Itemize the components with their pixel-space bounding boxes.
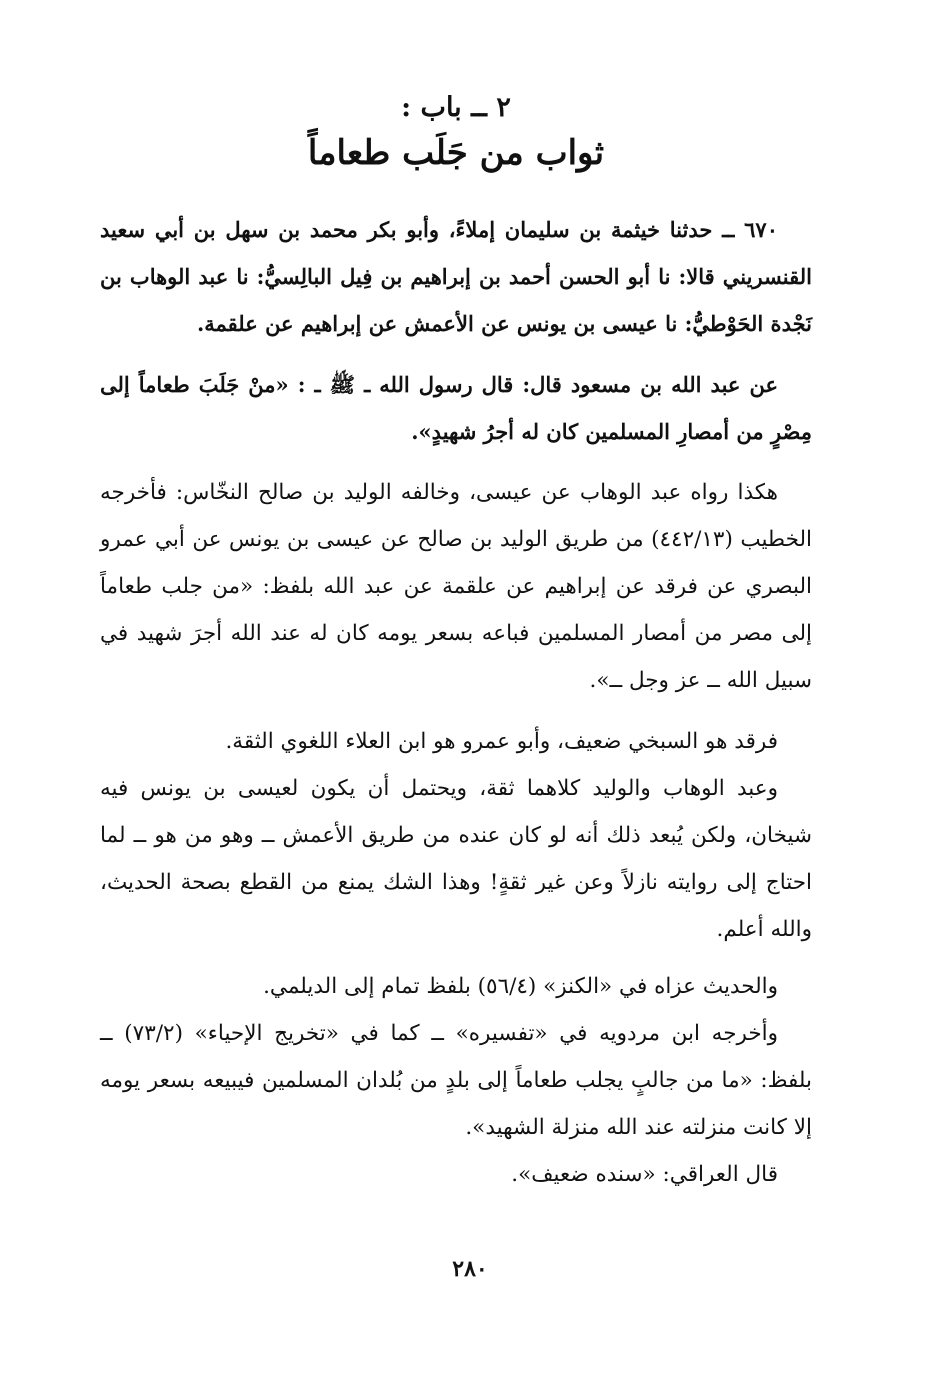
commentary-paragraph: والحديث عزاه في «الكنز» (٥٦/٤) بلفظ تمام إلى الديلمي.	[263, 974, 778, 999]
page-number: ٢٨٠	[452, 1256, 488, 1282]
chapter-title: ثواب من جَلَب طعاماً	[307, 133, 605, 173]
commentary-paragraph: وعبد الوهاب والوليد كلاهما ثقة، ويحتمل أن يكون لعيسى بن يونس فيه شيخان، ولكن يُبعد ذلك أنه لو كان عنده من طريق الأعمش ــ وهو من هو ــ لما احتاج إلى روايته نازلاً وعن غير ثقةٍ! وهذا الشك يمنع من القطع بصحة الحديث، والله أعلم.	[100, 776, 812, 942]
commentary-paragraph: قال العراقي: «سنده ضعيف».	[511, 1162, 778, 1187]
chapter-label: ٢ ــ باب :	[401, 92, 511, 123]
hadith-isnad: ٦٧٠ ــ حدثنا خيثمة بن سليمان إملاءً، وأبو بكر محمد بن سهل بن أبي سعيد القنسريني قالا: نا أبو الحسن أحمد بن إبراهيم بن فِيل البالِسيُّ: نا عبد الوهاب بن نَجْدة الحَوْطيُّ: نا عيسى بن يونس عن الأعمش عن إبراهيم عن علقمة.	[100, 217, 812, 336]
commentary-paragraph: فرقد هو السبخي ضعيف، وأبو عمرو هو ابن العلاء اللغوي الثقة.	[225, 729, 778, 754]
commentary-paragraph: وأخرجه ابن مردويه في «تفسيره» ــ كما في «تخريج الإحياء» (٧٣/٢) ــ بلفظ: «ما من جالبٍ يجلب طعاماً إلى بلدٍ من بُلدان المسلمين فيبيعه بسعر يومه إلا كانت منزلته عند الله منزلة الشهيد».	[100, 1021, 812, 1140]
hadith-matn: عن عبد الله بن مسعود قال: قال رسول الله ـ ﷺ ـ : «منْ جَلَبَ طعاماً إلى مِصْرٍ من أمصارِ المسلمين كان له أجرُ شهيدٍ».	[100, 372, 812, 444]
book-page	[100, 88, 812, 1198]
commentary-paragraph: هكذا رواه عبد الوهاب عن عيسى، وخالفه الوليد بن صالح النخّاس: فأخرجه الخطيب (٤٤٢/١٣) من طريق الوليد بن صالح عن عيسى بن يونس عن أبي عمرو البصري عن فرقد عن إبراهيم عن علقمة عن عبد الله بلفظ: «من جلب طعاماً إلى مصر من أمصار المسلمين فباعه بسعر يومه كان له عند الله أجرَ شهيد في سبيل الله ــ عز وجل ــ».	[100, 480, 812, 693]
